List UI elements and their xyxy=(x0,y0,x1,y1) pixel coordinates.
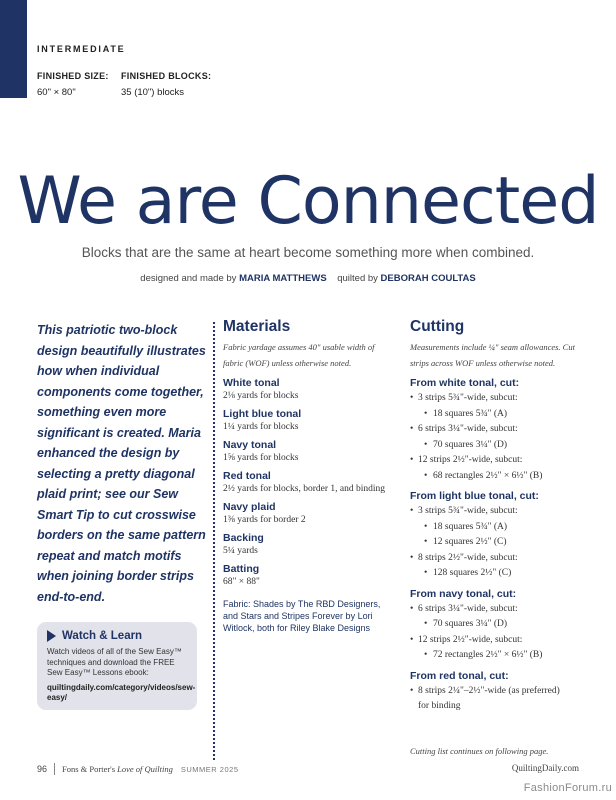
cut-subline: • 72 rectangles 2½" × 6½" (B) xyxy=(410,648,590,664)
material-item xyxy=(223,377,395,402)
material-name: Light blue tonal xyxy=(223,408,302,420)
section-tab xyxy=(0,0,27,98)
material-desc: 5¼ yards xyxy=(223,546,258,556)
materials-note: Fabric yardage assumes 40" usable width of fabric (WOF) unless otherwise noted. xyxy=(223,342,375,368)
magazine-name xyxy=(62,764,173,774)
finished-size-label: FINISHED SIZE: xyxy=(37,71,109,81)
cut-line-continued: for binding xyxy=(418,701,461,711)
page-number: 96 xyxy=(37,764,48,774)
cut-line: • 3 strips 5¾"-wide, subcut: xyxy=(410,504,590,520)
materials-column xyxy=(223,318,395,634)
material-name: Backing xyxy=(223,532,264,544)
cut-heading-light-blue: From light blue tonal, cut: xyxy=(410,490,539,502)
designed-prefix: designed and made by xyxy=(140,273,237,284)
material-desc: 68" × 88" xyxy=(223,577,260,587)
footer-site: QuiltingDaily.com xyxy=(511,763,579,773)
cut-line: • 12 strips 2½"-wide, subcut: xyxy=(410,453,590,469)
materials-title: Materials xyxy=(223,318,291,335)
finished-blocks-value: 35 (10") blocks xyxy=(121,87,185,98)
material-item xyxy=(223,532,395,557)
watch-heading xyxy=(47,630,189,642)
cut-line: • 3 strips 5¾"-wide, subcut: xyxy=(410,391,590,407)
material-desc: 2⅛ yards for blocks xyxy=(223,391,299,401)
watermark: FashionForum.ru xyxy=(523,782,612,794)
material-item xyxy=(223,470,395,495)
material-name: Navy plaid xyxy=(223,501,276,513)
cutting-note: Measurements include ¼" seam allowances. Cut strips across WOF unless otherwise noted. xyxy=(410,342,575,368)
issue-season: SUMMER 2025 xyxy=(180,764,239,774)
material-desc: 1¼ yards for blocks xyxy=(223,422,299,432)
cut-subline: • 68 rectangles 2½" × 6½" (B) xyxy=(410,469,590,485)
material-item xyxy=(223,408,395,433)
cut-subline: • 70 squares 3¼" (D) xyxy=(410,438,590,454)
cut-line: • 6 strips 3¼"-wide, subcut: xyxy=(410,602,590,618)
finished-blocks-label: FINISHED BLOCKS: xyxy=(121,71,212,81)
material-name: Red tonal xyxy=(223,470,271,482)
intro-text: This patriotic two-block design beautifully illustrates how when individual components come together, something even more significant is created. Maria enhanced the design by selecting a pretty diagonal plaid print; see our Sew Smart Tip to cut crosswise borders on the same pattern repeat and match motifs when joining border strips end-to-end. xyxy=(37,323,206,604)
footer-separator xyxy=(54,763,55,775)
material-desc: 1⅜ yards for border 2 xyxy=(223,515,306,525)
watch-learn-box xyxy=(37,622,197,710)
cut-heading-navy: From navy tonal, cut: xyxy=(410,587,517,600)
material-name: Navy tonal xyxy=(223,439,277,451)
material-item xyxy=(223,439,395,464)
cut-subline: • 70 squares 3¼" (D) xyxy=(410,617,590,633)
column-divider xyxy=(213,322,215,760)
skill-level: INTERMEDIATE xyxy=(37,44,126,54)
quilter-name: DEBORAH COULTAS xyxy=(380,273,476,284)
footer-folio xyxy=(37,763,239,775)
watch-link[interactable]: quiltingdaily.com/category/videos/sew-easy/ xyxy=(47,682,196,702)
finished-blocks xyxy=(121,71,211,98)
fabric-note: Fabric: Shades by The RBD Designers, and Stars and Stripes Forever by Lori Witlock, both for Riley Blake Designs xyxy=(223,599,381,633)
watch-title: Watch & Learn xyxy=(62,630,143,642)
cutting-column xyxy=(410,318,590,715)
subtitle: Blocks that are the same at heart become something more when combined. xyxy=(81,245,535,260)
quilted-prefix: quilted by xyxy=(337,273,378,284)
cut-line: • 8 strips 2¼"–2½"-wide (as preferred) xyxy=(410,684,590,700)
finished-size-value: 60" × 80" xyxy=(37,87,76,98)
material-item xyxy=(223,501,395,526)
play-icon xyxy=(47,630,56,642)
magazine-name-b: Love of Quilting xyxy=(117,764,173,774)
cut-heading-white: From white tonal, cut: xyxy=(410,377,520,389)
designer-name: MARIA MATTHEWS xyxy=(239,273,327,284)
cutting-title: Cutting xyxy=(410,318,465,335)
finished-size xyxy=(37,71,109,98)
watch-text: Watch videos of all of the Sew Easy™ techniques and download the FREE Sew Easy™ Lessons ebook: xyxy=(47,647,182,677)
continued-note: Cutting list continues on following page. xyxy=(410,746,549,756)
cut-line: • 6 strips 3¼"-wide, subcut: xyxy=(410,422,590,438)
cut-subline: • 18 squares 5¾" (A) xyxy=(410,407,590,423)
magazine-name-a: Fons & Porter's xyxy=(62,764,116,774)
material-desc: 2½ yards for blocks, border 1, and binding xyxy=(223,484,385,494)
cut-line: • 12 strips 2½"-wide, subcut: xyxy=(410,633,590,649)
material-name: White tonal xyxy=(223,377,280,389)
material-desc: 1⅝ yards for blocks xyxy=(223,453,299,463)
cut-subline: • 12 squares 2½" (C) xyxy=(410,535,590,551)
credits xyxy=(0,273,616,284)
cut-line: • 8 strips 2½"-wide, subcut: xyxy=(410,551,590,567)
page-title: We are Connected xyxy=(17,164,599,239)
material-item xyxy=(223,563,395,588)
cut-heading-red: From red tonal, cut: xyxy=(410,669,509,682)
cut-subline: • 128 squares 2½" (C) xyxy=(410,566,590,582)
cut-subline: • 18 squares 5¾" (A) xyxy=(410,520,590,536)
material-name: Batting xyxy=(223,563,260,575)
